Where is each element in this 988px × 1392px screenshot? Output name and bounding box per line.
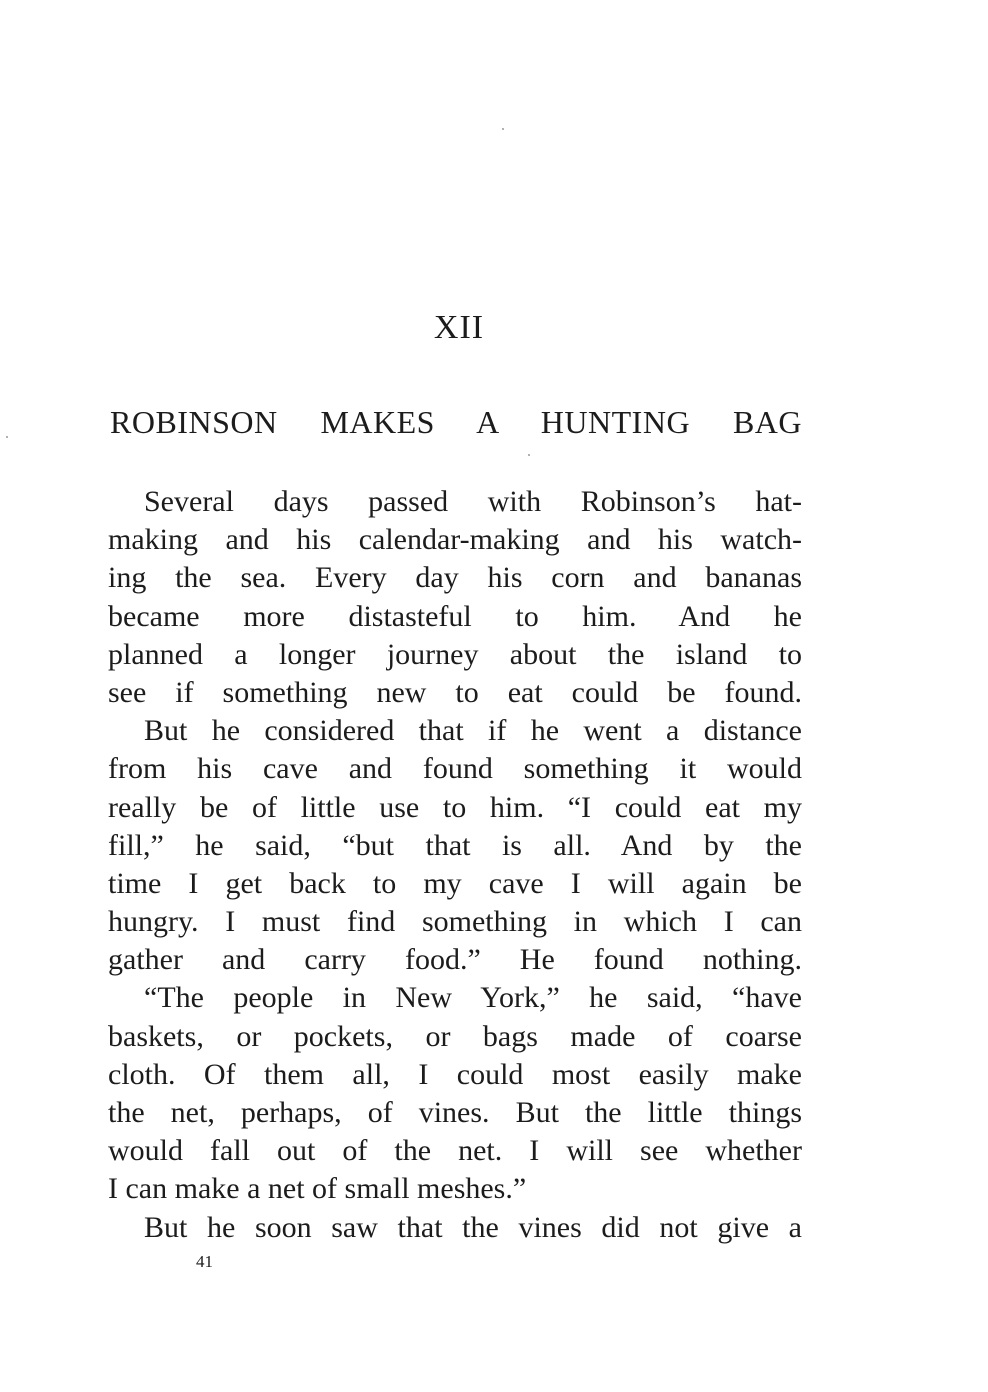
text-line: But he considered that if he went a distance [144,714,802,748]
chapter-number: XII [433,309,485,346]
text-line: baskets, or pockets, or bags made of coarse [108,1019,802,1053]
page-number: 41 [196,1252,213,1271]
text-line: the net, perhaps, of vines. But the little things [108,1096,802,1129]
text-line: I can make a net of small meshes.” [108,1172,527,1206]
text-line: would fall out of the net. I will see whether [108,1134,802,1168]
text-line: really be of little use to him. “I could eat my [108,790,802,824]
text-line: Several days passed with Robinson’s hat- [144,485,802,518]
scan-speck [528,454,530,456]
scan-speck [502,128,504,130]
text-line: “The people in New York,” he said, “have [144,981,802,1015]
text-line: fill,” he said, “but that is all. And by the [108,828,802,862]
text-line: ing the sea. Every day his corn and bananas [108,561,802,595]
body-text [108,483,802,1247]
text-line: But he soon saw that the vines did not give a [144,1210,802,1244]
text-line: cloth. Of them all, I could most easily make [108,1057,802,1091]
text-line: from his cave and found something it would [108,752,802,786]
chapter-title: ROBINSON MAKES A HUNTING BAG [110,404,802,440]
text-line: making and his calendar-making and his watch- [108,523,802,557]
text-line: hungry. I must find something in which I can [108,905,802,939]
text-line: see if something new to eat could be found. [108,675,802,709]
text-line: gather and carry food.” He found nothing. [108,943,802,977]
text-line: became more distasteful to him. And he [108,599,802,633]
text-line: time I get back to my cave I will again be [108,866,802,900]
scan-speck [6,436,8,438]
text-line: planned a longer journey about the island to [108,637,802,671]
